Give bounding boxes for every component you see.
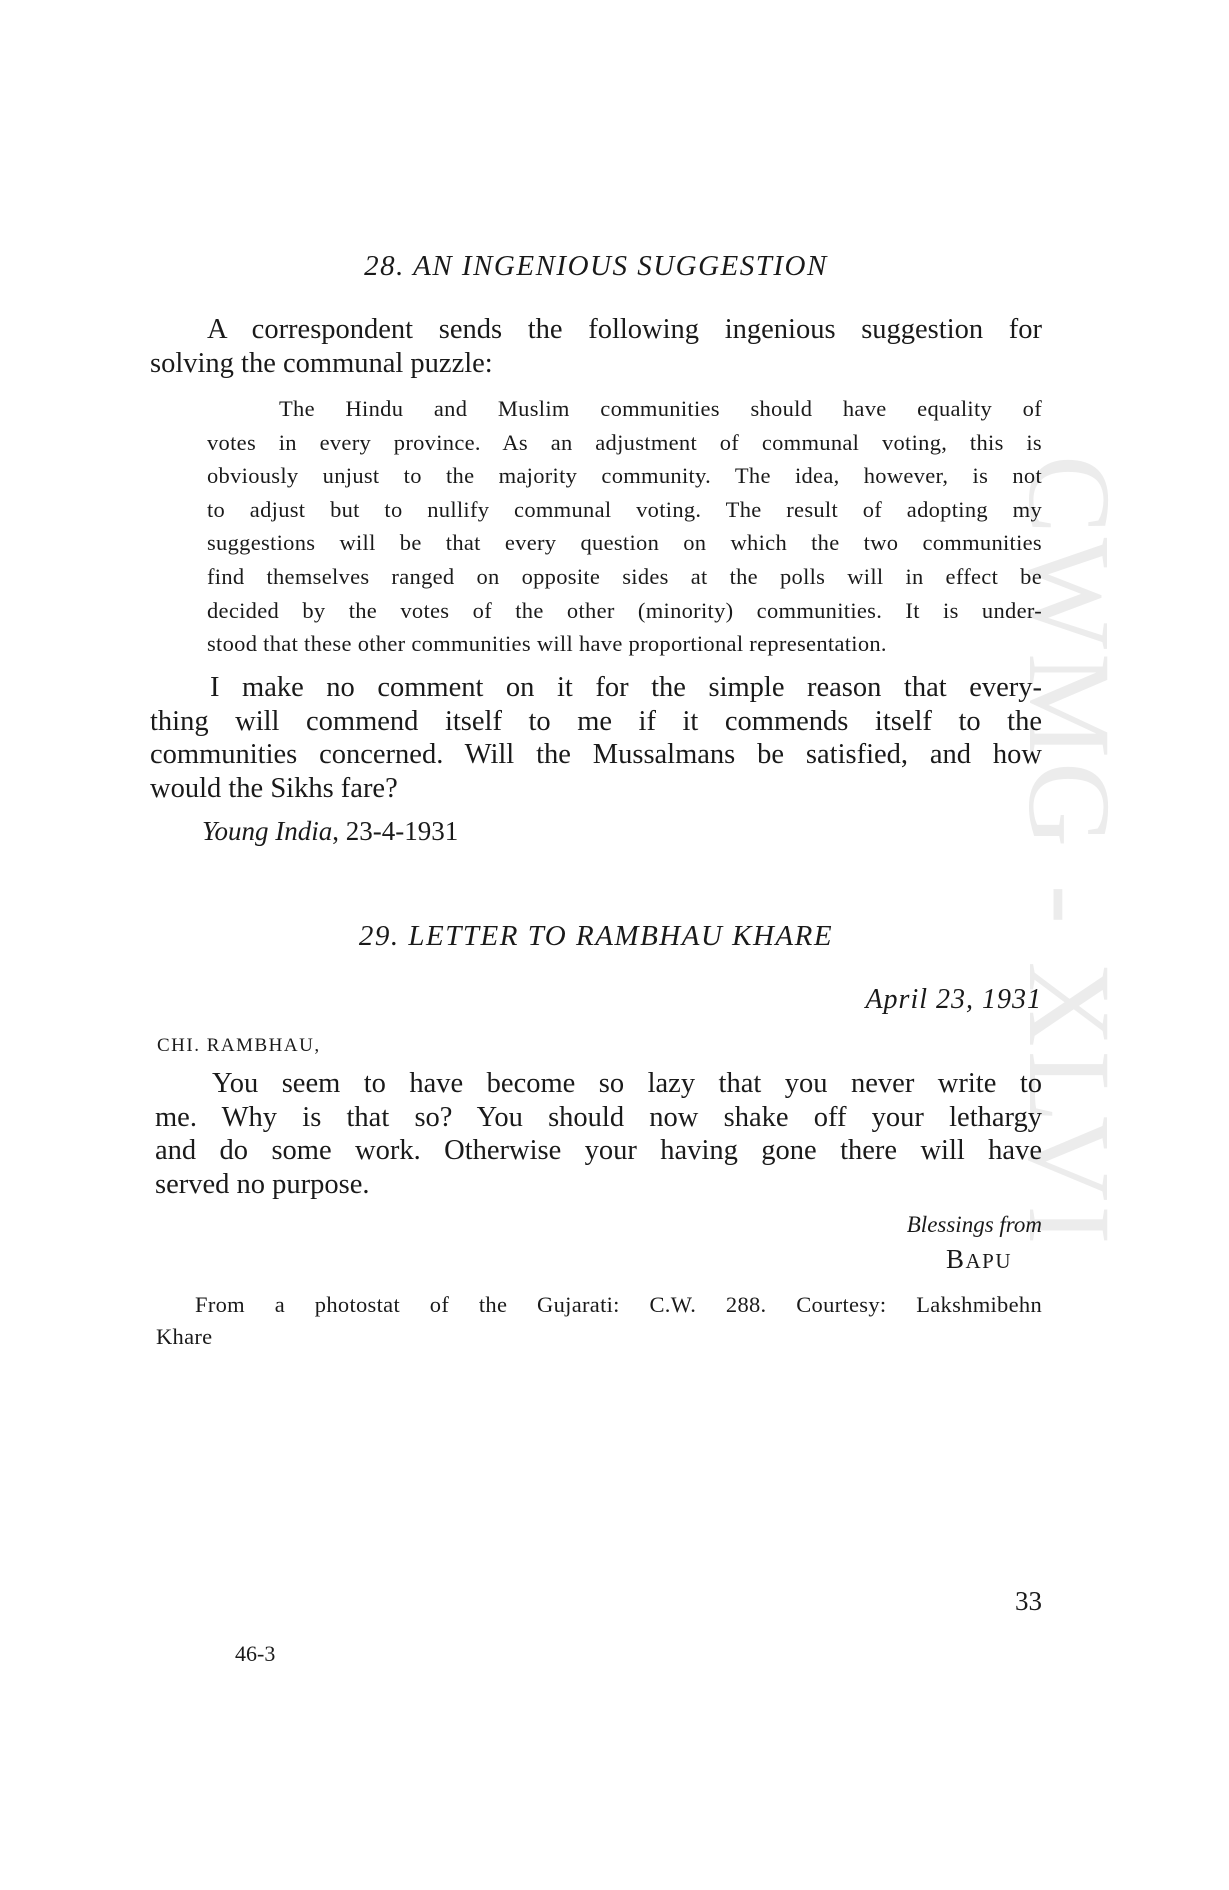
quote-line: The Hindu and Muslim communities should have equality of (279, 396, 1042, 421)
signature-mark: 46-3 (235, 1641, 276, 1666)
signature-initial: B (945, 1244, 966, 1274)
quote-line: decided by the votes of the other (minority) communities. It is under- (207, 597, 1042, 623)
section-28-heading: 28. AN INGENIOUS SUGGESTION (364, 250, 828, 282)
section-29-heading: 29. LETTER TO RAMBHAU KHARE (358, 920, 834, 952)
letter-date: April 23, 1931 (865, 984, 1042, 1015)
quote-line: obviously unjust to the majority community. The idea, however, is not (207, 463, 1042, 489)
letter-footnote (156, 1289, 1042, 1353)
comment-line: thing will commend itself to me if it commends itself to the (150, 705, 1042, 737)
quote-line: suggestions will be that every question on which the two communities (207, 530, 1042, 556)
intro-line: A correspondent sends the following ingenious suggestion for (207, 314, 1042, 345)
body-line: You seem to have become so lazy that you never write to (212, 1068, 1042, 1099)
body-line: me. Why is that so? You should now shake off your lethargy (155, 1101, 1042, 1133)
letter-salutation: CHI. RAMBHAU, (157, 1035, 321, 1056)
section-28-quote (207, 392, 1042, 661)
quote-line: stood that these other communities will have proportional representation. (207, 631, 887, 657)
quote-line: to adjust but to nullify communal voting. The result of adopting my (207, 496, 1042, 522)
watermark: CWMG - XLVI (1004, 455, 1135, 1249)
footnote-line: From a photostat of the Gujarati: C.W. 288. Courtesy: Lakshmibehn (195, 1292, 1042, 1317)
intro-line: solving the communal puzzle: (150, 347, 493, 379)
source-title: Young India (202, 816, 333, 846)
letter-blessings: Blessings from (906, 1212, 1042, 1237)
section-28-comment (150, 671, 1042, 805)
page-number: 33 (1015, 1586, 1042, 1616)
quote-line: votes in every province. As an adjustment of communal voting, this is (207, 429, 1042, 455)
comment-line: would the Sikhs fare? (150, 772, 398, 804)
quote-line: find themselves ranged on opposite sides at the polls will in effect be (207, 563, 1042, 589)
signature-rest: APU (965, 1249, 1012, 1273)
section-28-intro (150, 313, 1042, 380)
body-line: served no purpose. (155, 1168, 370, 1200)
letter-signature (946, 1244, 1012, 1275)
comment-line: I make no comment on it for the simple reason that every- (210, 672, 1042, 703)
body-line: and do some work. Otherwise your having gone there will have (155, 1135, 1042, 1166)
letter-body (155, 1067, 1042, 1201)
source-date: , 23-4-1931 (332, 816, 459, 846)
section-28-source (202, 816, 458, 847)
comment-line: communities concerned. Will the Mussalmans be satisfied, and how (150, 739, 1042, 770)
footnote-line: Khare (156, 1324, 213, 1349)
